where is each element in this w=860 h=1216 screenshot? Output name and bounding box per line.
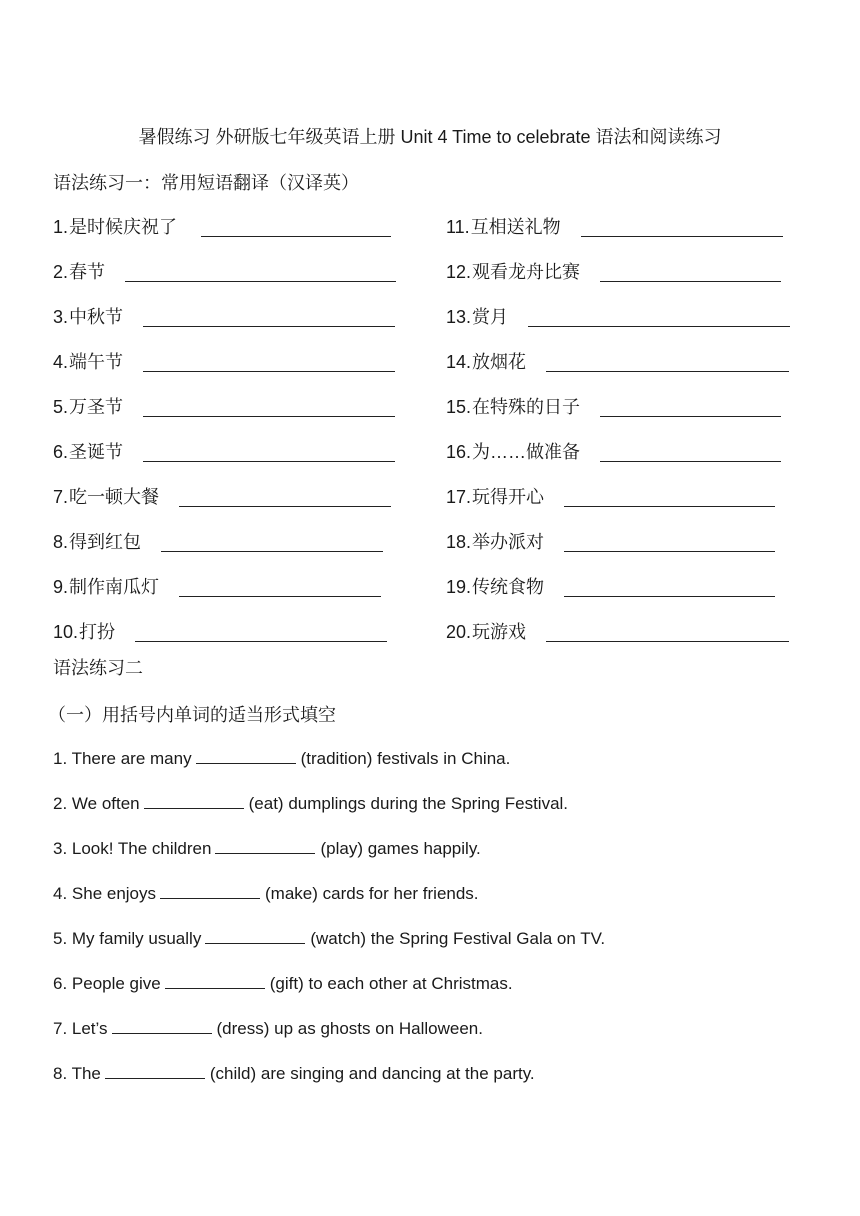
list-item: 14. 放烟花 (446, 349, 789, 375)
list-item: 10. 打扮 (53, 619, 387, 645)
list-item: 6. People give (gift) to each other at Christmas. (53, 974, 513, 993)
answer-blank[interactable] (143, 351, 395, 372)
answer-blank[interactable] (143, 396, 395, 417)
answer-blank[interactable] (196, 747, 296, 764)
answer-blank[interactable] (143, 441, 395, 462)
answer-blank[interactable] (135, 621, 387, 642)
answer-blank[interactable] (600, 441, 781, 462)
list-item: 16. 为……做准备 (446, 439, 781, 465)
answer-blank[interactable] (600, 261, 781, 282)
list-item: 4. 端午节 (53, 349, 395, 375)
list-item: 7. 吃一顿大餐 (53, 484, 391, 510)
answer-blank[interactable] (546, 351, 789, 372)
answer-blank[interactable] (143, 306, 395, 327)
list-item: 2. We often (eat) dumplings during the Spring Festival. (53, 794, 569, 813)
answer-blank[interactable] (179, 576, 381, 597)
answer-blank[interactable] (581, 216, 783, 237)
list-item: 19. 传统食物 (446, 574, 775, 600)
list-item: 8. The (child) are singing and dancing at the party. (53, 1064, 535, 1083)
answer-blank[interactable] (144, 792, 244, 809)
list-item: 11. 互相送礼物 (446, 214, 783, 240)
list-item: 8. 得到红包 (53, 529, 383, 555)
list-item: 17. 玩得开心 (446, 484, 775, 510)
answer-blank[interactable] (125, 261, 396, 282)
answer-blank[interactable] (215, 837, 315, 854)
list-item: 15. 在特殊的日子 (446, 394, 781, 420)
answer-blank[interactable] (205, 927, 305, 944)
answer-blank[interactable] (112, 1017, 212, 1034)
list-item: 2. 春节 (53, 259, 396, 285)
answer-blank[interactable] (160, 882, 260, 899)
list-item: 7. Let’s (dress) up as ghosts on Halloween. (53, 1019, 483, 1038)
list-item: 18. 举办派对 (446, 529, 775, 555)
answer-blank[interactable] (564, 576, 775, 597)
list-item: 1. There are many (tradition) festivals in China. (53, 749, 511, 768)
answer-blank[interactable] (179, 486, 391, 507)
list-item: 4. She enjoys (make) cards for her friends. (53, 884, 479, 903)
answer-blank[interactable] (201, 216, 391, 237)
answer-blank[interactable] (600, 396, 781, 417)
list-item: 9. 制作南瓜灯 (53, 574, 381, 600)
list-item: 3. Look! The children (play) games happily. (53, 839, 481, 858)
section2-subheading: （一）用括号内单词的适当形式填空 (48, 705, 336, 725)
list-item: 3. 中秋节 (53, 304, 395, 330)
list-item: 6. 圣诞节 (53, 439, 395, 465)
list-item: 5. 万圣节 (53, 394, 395, 420)
answer-blank[interactable] (105, 1062, 205, 1079)
answer-blank[interactable] (564, 486, 775, 507)
list-item: 13. 赏月 (446, 304, 790, 330)
list-item: 20. 玩游戏 (446, 619, 789, 645)
answer-blank[interactable] (528, 306, 790, 327)
list-item: 12. 观看龙舟比赛 (446, 259, 781, 285)
page-title: 暑假练习 外研版七年级英语上册 Unit 4 Time to celebrate 语法和阅读练习 (138, 127, 722, 147)
answer-blank[interactable] (564, 531, 775, 552)
answer-blank[interactable] (161, 531, 383, 552)
list-item: 1. 是时候庆祝了 (53, 214, 391, 240)
answer-blank[interactable] (165, 972, 265, 989)
section1-heading: 语法练习一：常用短语翻译（汉译英） (53, 173, 359, 193)
answer-blank[interactable] (546, 621, 789, 642)
list-item: 5. My family usually (watch) the Spring Festival Gala on TV. (53, 929, 606, 948)
section2-heading: 语法练习二 (53, 658, 143, 678)
